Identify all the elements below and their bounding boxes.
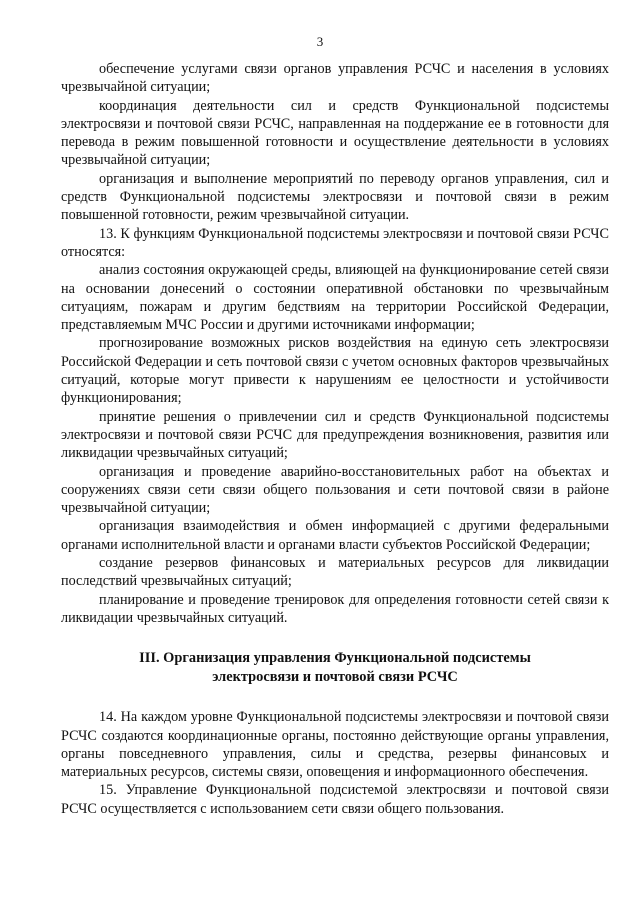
- paragraph: обеспечение услугами связи органов управления РСЧС и населения в условиях чрезвычайной ситуации;: [61, 61, 609, 96]
- document-body: [61, 60, 609, 818]
- section-heading-line-1: III. Организация управления Функциональной подсистемы: [139, 650, 531, 667]
- paragraph: анализ состояния окружающей среды, влияющей на функционирование сетей связи на основании донесений о состоянии оперативной обстановки по чрезвычайным ситуациям, пожарам и другим бедствиям на территории Российской Федерации, представляемым МЧС России и другими источниками информации;: [61, 262, 609, 334]
- paragraph: прогнозирование возможных рисков воздействия на единую сеть электросвязи Российской Федерации и сеть почтовой связи с учетом основных факторов чрезвычайных ситуаций, которые могут привести к нарушениям ее целостности и устойчивости функционирования;: [61, 335, 609, 407]
- paragraph-clause-13: 13. К функциям Функциональной подсистемы электросвязи и почтовой связи РСЧС относятся:: [61, 225, 609, 260]
- paragraph: организация и выполнение мероприятий по переводу органов управления, сил и средств Функциональной подсистемы электросвязи и почтовой связи в режим повышенной готовности, режим чрезвычайной ситуации.: [61, 170, 609, 224]
- paragraph: создание резервов финансовых и материальных ресурсов для ликвидации последствий чрезвычайных ситуаций;: [61, 555, 609, 590]
- paragraph: координация деятельности сил и средств Функциональной подсистемы электросвязи и почтовой связи РСЧС, направленная на поддержание ее в готовности для перевода в режим повышенной готовности и осуществление деятельности в условиях чрезвычайной ситуации;: [61, 97, 609, 169]
- paragraph: организация и проведение аварийно-восстановительных работ на объектах и сооружениях связи сети связи общего пользования и сети почтовой связи в районе чрезвычайной ситуации;: [61, 463, 609, 517]
- page-number: 3: [316, 34, 324, 49]
- paragraph: принятие решения о привлечении сил и средств Функциональной подсистемы электросвязи и почтовой связи РСЧС для предупреждения возникновения, развития или ликвидации чрезвычайных ситуаций;: [61, 408, 609, 462]
- paragraph: планирование и проведение тренировок для определения готовности сетей связи к ликвидации чрезвычайных ситуаций.: [61, 591, 609, 626]
- section-heading: [61, 649, 609, 686]
- paragraph-clause-15: 15. Управление Функциональной подсистемой электросвязи и почтовой связи РСЧС осуществляется с использованием сети связи общего пользования.: [61, 782, 609, 817]
- paragraph: организация взаимодействия и обмен информацией с другими федеральными органами исполнительной власти и органами власти субъектов Российской Федерации;: [61, 518, 609, 553]
- paragraph-clause-14: 14. На каждом уровне Функциональной подсистемы электросвязи и почтовой связи РСЧС создаются координационные органы, постоянно действующие органы управления, органы повседневного управления, силы и средства, резервы финансовых и материальных ресурсов, системы связи, оповещения и информационного обеспечения.: [61, 709, 609, 781]
- section-heading-line-2: электросвязи и почтовой связи РСЧС: [212, 668, 458, 685]
